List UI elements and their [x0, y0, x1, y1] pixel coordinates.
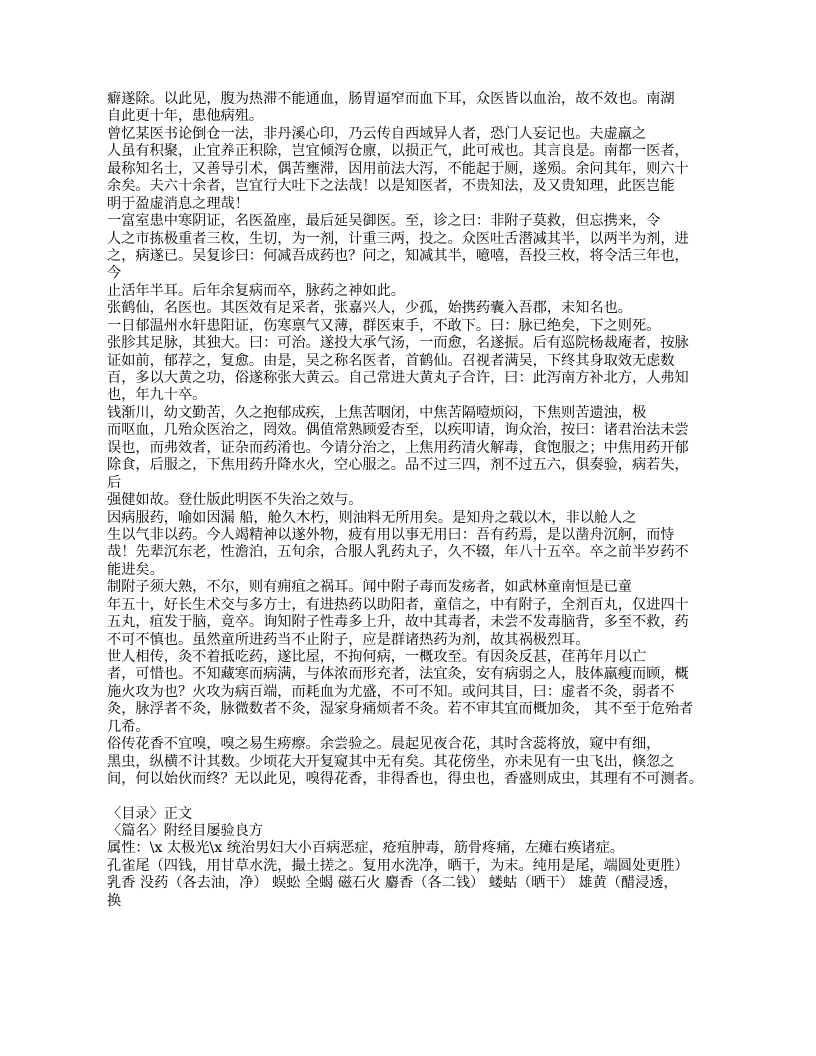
text-line: 灸，脉浮者不灸，脉微数者不灸，湿家身痛烦者不灸。若不审其宜而概加灸， 其不至于危殆者	[107, 701, 694, 718]
text-line: 几希。	[107, 718, 150, 735]
text-line: 制附子须大熟，不尔，则有痈疽之祸耳。闻中附子毒而发疡者，如武林童南恒是已童	[107, 579, 632, 596]
section-block	[107, 806, 707, 911]
text-line: 后	[107, 474, 122, 491]
text-line: 除食，后服之，下焦用药升降水火，空心服之。品不过三四，剂不过五六，俱奏验，病若失，	[107, 457, 689, 474]
document-page	[107, 91, 707, 910]
main-text	[107, 91, 707, 789]
text-line: 曾忆某医书论倒仓一法，非丹溪心印，乃云传自西域异人者，恐门人妄记也。夫虚羸之	[107, 125, 647, 142]
text-line: 一日郁温州水轩患阳证，伤寒禀气又薄，群医束手，不敢下。曰：脉已绝矣，下之则死。	[107, 317, 661, 334]
recipe-line: 换	[107, 892, 122, 909]
text-line: 张鹤仙，名医也。其医效有足采者，张嘉兴人，少孤，始携药囊入吾郡，未知名也。	[107, 300, 632, 317]
text-line: 自此更十年，患他病殂。	[107, 108, 264, 125]
text-line: 今	[107, 265, 122, 282]
text-line: 张胗其足脉，其独大。曰：可治。遂投大承气汤，一而愈，名遂振。后有巡院杨裁庵者，按脉	[107, 335, 689, 352]
text-line: 人虽有积聚，止宜养正积除，岂宜倾泻仓廪，以损正气，此可戒也。其言良是。南都一医者，	[107, 143, 689, 160]
text-line: 一富室患中寒阴证，名医盈座，最后延吴御医。至，诊之曰：非附子莫救，但忘携来，令	[107, 213, 661, 230]
text-line: 能进矣。	[107, 561, 164, 578]
text-line: 余矣。夫六十余者，岂宜行大吐下之法哉！以是知医者，不贵知法，及又贵知理，此医岂能	[107, 178, 675, 195]
text-line: 强健如故。登仕版此明医不失治之效与。	[107, 492, 363, 509]
text-line: 俗传花香不宜嗅，嗅之易生痨瘵。余尝验之。晨起见夜合花，其时含蕊将放，窥中有细，	[107, 736, 661, 753]
recipe-line: 孔雀尾（四钱，用甘草水洗，撮土搓之。复用水洗净，晒干，为末。纯用是尾，端圆处更胜）	[107, 857, 689, 874]
text-line: 癖遂除。以此见，腹为热滞不能通血，肠胃逼窄而血下耳，众医皆以血治，故不效也。南湖	[107, 91, 675, 107]
text-line: 不可不慎也。虽然童所进药当不止附子，应是群诸热药为剂，故其祸极烈耳。	[107, 631, 590, 648]
text-line: 黑虫，纵横不计其数。少顷花大开复窥其中无有矣。其花傍坐，亦未见有一虫飞出，倏忽之	[107, 753, 675, 770]
attribute-line: 属性：\x 太极光\x 统治男妇大小百病恶症，疮疽肿毒，筋骨疼痛，左瘫右痪诸症。	[107, 840, 624, 857]
catalog-line: 〈目录〉正文	[107, 805, 193, 822]
text-line: 施火攻为也？火攻为病百端，而耗血为尤盛，不可不知。或问其目，曰：虚者不灸，弱者不	[107, 683, 675, 700]
text-line: 钱渐川，幼文勤苦，久之抱郁成疾，上焦苦咽闭，中焦苦隔噎烦闷，下焦则苦遗浊，极	[107, 404, 647, 421]
chapter-title: 〈篇名〉附经目屡验良方	[107, 822, 264, 839]
text-line: 明于盈虚消息之理哉！	[107, 195, 249, 212]
text-line: 百，多以大黄之功，俗遂称张大黄云。自己常进大黄丸子合许，曰：此泻南方补北方，人弗知	[107, 370, 689, 386]
text-line: 年五十，好长生术交与多方士，有进热药以助阳者，童信之，中有附子，全剂百丸，仅进四十	[107, 596, 689, 613]
text-line: 因病服药，喻如因漏 船，舱久木朽，则油料无所用矣。是知舟之载以木，非以舱人之	[107, 509, 637, 526]
text-line: 也，年九十卒。	[107, 387, 207, 404]
text-line: 之，病遂已。吴复诊曰：何减吾成药也？问之，知减其半，噫嘻，吾投三枚，将令活三年也，	[107, 247, 689, 264]
text-line: 间，何以始伙而终？无以此见，嗅得花香，非得香也，得虫也，香盛则成虫，其理有不可测者。	[107, 771, 703, 788]
text-line: 最称知名士，又善导引术，偶苦壅滞，因用前法大泻，不能起于厕，遂殒。余问其年，则六十	[107, 160, 689, 177]
text-line: 者，可惜也。不知藏寒而病满，与体浓而形充者，法宜灸，安有病弱之人，肢体羸瘦而顾，概	[107, 666, 689, 683]
text-line: 世人相传，灸不着抵吃药，遂比屋，不拘何病，一概攻至。有因灸反甚，荏苒年月以亡	[107, 649, 647, 665]
text-line: 误也，而弗效者，证杂而药淆也。今请分治之，上焦用药清火解毒，食饱服之；中焦用药开郁	[107, 439, 689, 456]
text-line: 证如前，郁荐之，复愈。由是，吴之称名医者，首鹤仙。召视者满吴，下终其身取效无虑数	[107, 352, 675, 369]
text-line: 止活年半耳。后年余复病而卒，脉药之神如此。	[107, 282, 405, 299]
section-gap	[107, 789, 707, 806]
text-line: 人之市拣极重者三枚，生切，为一剂，计重三两，投之。众医吐舌潜减其半，以两半为剂，进	[107, 230, 689, 247]
text-line: 而呕血，几殆众医治之，罔效。偶值常熟顾爱杏至，以疾叩请，询众治，按曰：诸君治法未尝	[107, 422, 689, 439]
text-line: 生以气非以药。今人竭精神以遂外物，疲有用以事无用曰：吾有药焉，是以凿舟沉舸，而恃	[107, 526, 675, 543]
text-line: 哉！先辈沉东老，性澹泊，五旬余，合服人乳药丸子，久不辍，年八十五卒。卒之前半岁药不	[107, 544, 689, 561]
recipe-lines	[107, 858, 707, 910]
recipe-line: 乳香 没药（各去油，净） 蜈蚣 全蝎 磁石火 麝香（各二钱） 蝼蛄（晒干） 雄黄（醋浸透，	[107, 875, 678, 892]
text-line: 五丸，疽发于脑，竟卒。询知附子性毒多上升，故中其毒者，未尝不发毒脑背，多至不救，药	[107, 614, 689, 631]
